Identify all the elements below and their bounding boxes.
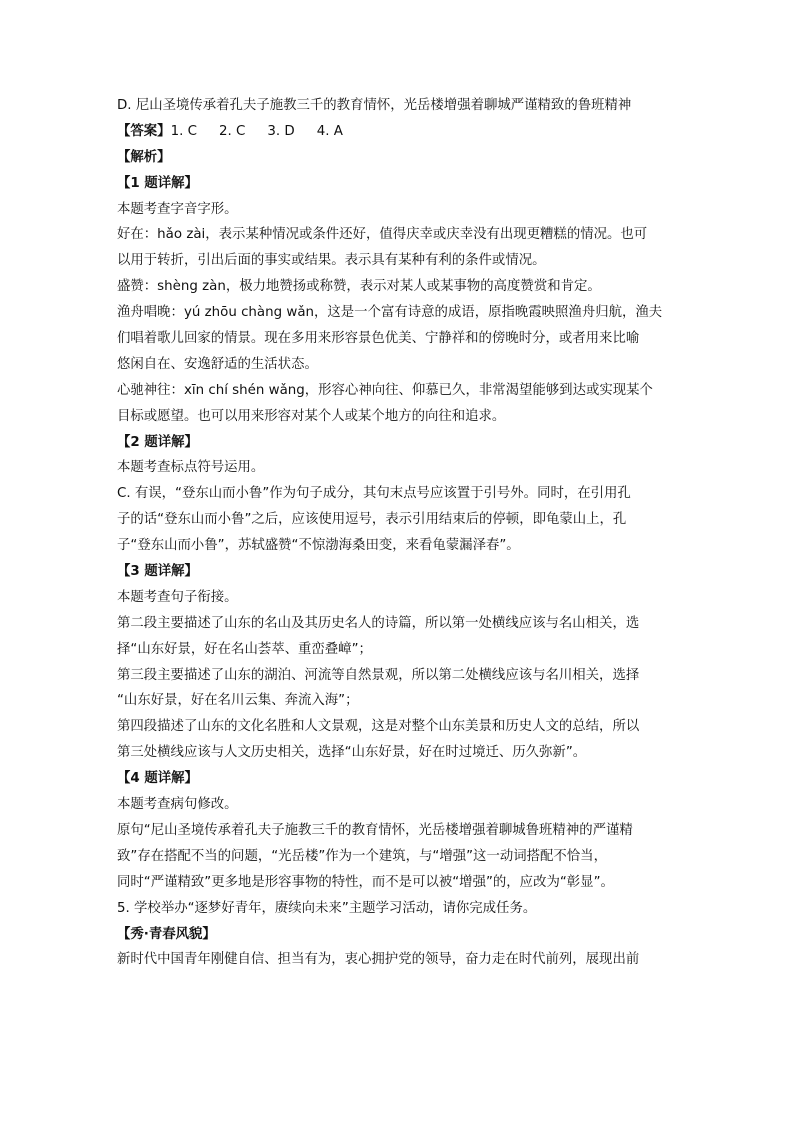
- section-heading: 【1 题详解】: [117, 175, 198, 191]
- section-heading: 【解析】: [117, 149, 171, 165]
- answer-item: 1. C: [170, 123, 197, 139]
- section-heading: 【3 题详解】: [117, 564, 198, 580]
- text-line: 第四段描述了山东的文化名胜和人文景观，这是对整个山东美景和历史人文的总结，所以: [117, 719, 640, 735]
- text-line: 原句“尼山圣境传承着孔夫子施教三千的教育情怀，光岳楼增强着聊城鲁班精神的严谨精: [117, 822, 633, 838]
- text-line: 新时代中国青年刚健自信、担当有为，衷心拥护党的领导，奋力走在时代前列，展现出前: [117, 952, 640, 968]
- answer-label: 【答案】: [117, 123, 171, 139]
- text-line: 悠闲自在、安逸舒适的生活状态。: [117, 356, 318, 372]
- text-line: “山东好景，好在名川云集、奔流入海”；: [117, 693, 359, 709]
- text-line: 第三段主要描述了山东的湖泊、河流等自然景观，所以第二处横线应该与名川相关，选择: [117, 667, 640, 683]
- text-line: 们唱着歌儿回家的情景。现在多用来形容景色优美、宁静祥和的傍晚时分，或者用来比喻: [117, 331, 640, 347]
- text-line: C. 有误，“登东山而小鲁”作为句子成分，其句末点号应该置于引号外。同时，在引用孔: [117, 486, 631, 502]
- section-heading: 【2 题详解】: [117, 434, 198, 450]
- text-line: 致”存在搭配不当的问题，“光岳楼”作为一个建筑，与“增强”这一动词搭配不恰当，: [117, 848, 607, 864]
- text-line: 同时“严谨精致”更多地是形容事物的特性，而不是可以被“增强”的，应改为“彰显”。: [117, 874, 614, 890]
- text-line: 本题考查句子衔接。: [117, 589, 238, 605]
- answer-line: [117, 119, 687, 145]
- section-heading: 【秀·青春风貌】: [117, 926, 216, 942]
- text-line: 子的话“登东山而小鲁”之后，应该使用逗号，表示引用结束后的停顿，即龟蒙山上，孔: [117, 512, 627, 528]
- text-line: 好在：hǎo zài，表示某种情况或条件还好，值得庆幸或庆幸没有出现更糟糕的情况。也可: [117, 227, 648, 243]
- text-line: 心驰神往：xīn chí shén wǎng，形容心神向往、仰慕已久，非常渴望能够到达或实现某个: [117, 382, 653, 398]
- section-heading: 【4 题详解】: [117, 771, 198, 787]
- text-line: 5. 学校举办“逐梦好青年，赓续向未来”主题学习活动，请你完成任务。: [117, 900, 537, 916]
- text-line: 本题考查字音字形。: [117, 201, 238, 217]
- text-line: 本题考查标点符号运用。: [117, 460, 265, 476]
- document-body: [117, 93, 687, 973]
- text-line: 以用于转折，引出后面的事实或结果。表示具有某种有利的条件或情况。: [117, 253, 546, 269]
- answer-item: 4. A: [316, 123, 343, 139]
- text-line: D. 尼山圣境传承着孔夫子施教三千的教育情怀，光岳楼增强着聊城严谨精致的鲁班精神: [117, 98, 632, 113]
- text-line: 盛赞：shèng zàn，极力地赞扬或称赞，表示对某人或某事物的高度赞赏和肯定。: [117, 279, 601, 295]
- answer-item: 3. D: [267, 123, 295, 139]
- answer-item: 2. C: [218, 123, 246, 139]
- text-line: 目标或愿望。也可以用来形容对某个人或某个地方的向往和追求。: [117, 408, 506, 424]
- text-line: 第三处横线应该与人文历史相关，选择“山东好景，好在时过境迁、历久弥新”。: [117, 745, 587, 761]
- text-line: 子“登东山而小鲁”，苏轼盛赞“不惊渤海桑田变，来看龟蒙漏泽春”。: [117, 538, 520, 554]
- text-line: 第二段主要描述了山东的名山及其历史名人的诗篇，所以第一处横线应该与名山相关，选: [117, 615, 640, 631]
- text-line: 渔舟唱晚：yú zhōu chàng wǎn，这是一个富有诗意的成语，原指晚霞映照渔舟归航，渔夫: [117, 305, 663, 321]
- text-line: 择“山东好景，好在名山荟萃、重峦叠嶂”；: [117, 641, 372, 657]
- text-line: 本题考查病句修改。: [117, 797, 238, 813]
